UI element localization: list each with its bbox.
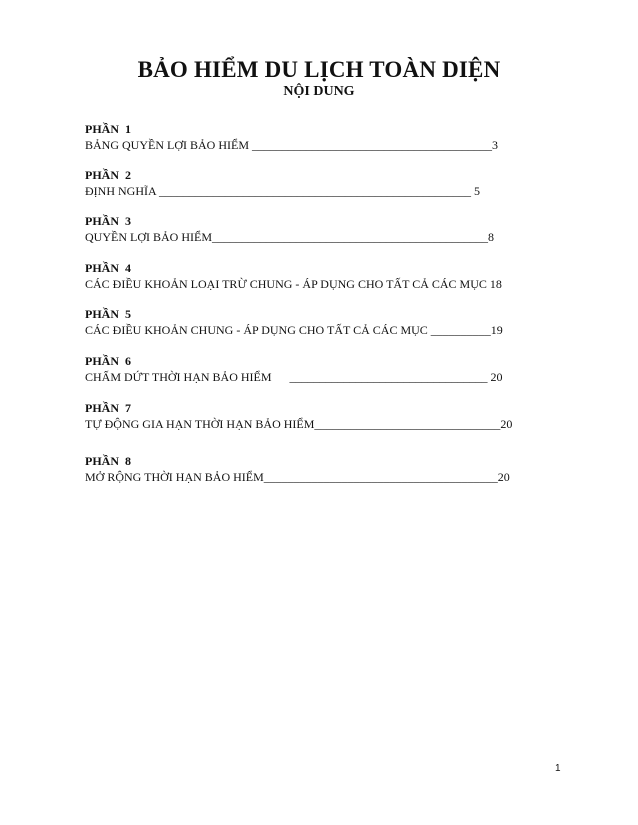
toc-section-heading: PHẦN 5 [85, 307, 131, 321]
toc-section-heading: PHẦN 3 [85, 214, 131, 228]
toc-section-5 [85, 307, 503, 338]
toc-section-heading: PHẦN 7 [85, 401, 131, 415]
toc-section-entry: QUYỀN LỢI BẢO HIỂM______________________________________________8 [85, 230, 494, 244]
toc-section-entry: ĐỊNH NGHĨA ____________________________________________________ 5 [85, 184, 480, 198]
document-subtitle: NỘI DUNG [283, 84, 355, 99]
toc-section-heading: PHẦN 4 [85, 261, 131, 275]
toc-section-entry: CÁC ĐIỀU KHOẢN CHUNG - ÁP DỤNG CHO TẤT CẢ CÁC MỤC __________19 [85, 323, 503, 337]
toc-section-4 [85, 261, 502, 292]
toc-section-3 [85, 214, 494, 245]
toc-section-2 [85, 168, 480, 199]
toc-section-entry: CÁC ĐIỀU KHOẢN LOẠI TRỪ CHUNG - ÁP DỤNG CHO TẤT CẢ CÁC MỤC 18 [85, 277, 502, 291]
toc-section-heading: PHẦN 8 [85, 454, 131, 468]
toc-section-6 [85, 354, 503, 385]
toc-section-8 [85, 454, 510, 485]
toc-section-entry: BẢNG QUYỀN LỢI BẢO HIỂM ________________________________________3 [85, 138, 498, 152]
toc-section-entry: TỰ ĐỘNG GIA HẠN THỜI HẠN BẢO HIỂM_______________________________20 [85, 417, 513, 431]
document-title: BẢO HIỂM DU LỊCH TOÀN DIỆN [137, 57, 501, 82]
toc-section-7 [85, 401, 512, 432]
toc-section-heading: PHẦN 2 [85, 168, 131, 182]
page-number: 1 [555, 763, 561, 774]
toc-section-heading: PHẦN 6 [85, 354, 131, 368]
toc-section-entry: MỞ RỘNG THỜI HẠN BẢO HIỂM_______________________________________20 [85, 470, 510, 484]
toc-section-entry: CHẤM DỨT THỜI HẠN BẢO HIỂM _________________________________ 20 [85, 370, 503, 384]
toc-section-heading: PHẦN 1 [85, 122, 131, 136]
toc-section-1 [85, 122, 498, 153]
